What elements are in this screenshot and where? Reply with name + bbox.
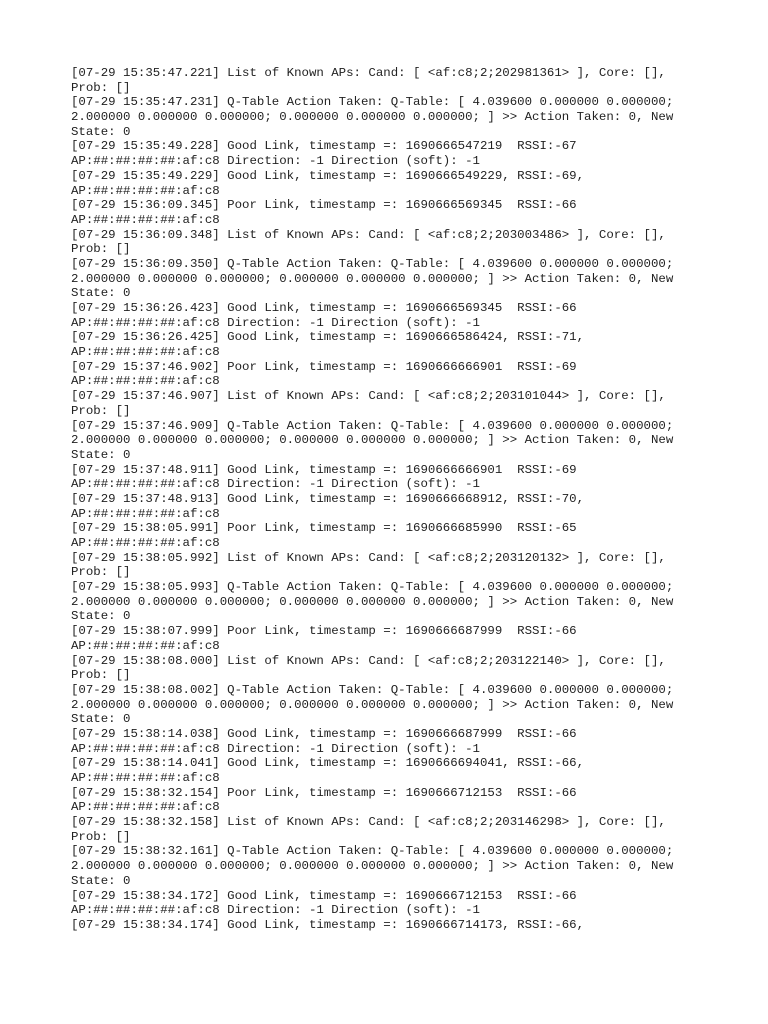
log-line: AP:##:##:##:##:af:c8 bbox=[71, 638, 220, 653]
log-line: [07-29 15:37:46.902] Poor Link, timestamp =: 1690666666901 RSSI:-69 bbox=[71, 359, 577, 374]
log-line: [07-29 15:38:32.161] Q-Table Action Taken: Q-Table: [ 4.039600 0.000000 0.000000; bbox=[71, 844, 674, 859]
log-line: State: 0 bbox=[71, 286, 131, 301]
log-line: AP:##:##:##:##:af:c8 Direction: -1 Direction (soft): -1 bbox=[71, 903, 480, 918]
log-line: [07-29 15:35:47.231] Q-Table Action Taken: Q-Table: [ 4.039600 0.000000 0.000000; bbox=[71, 95, 674, 110]
log-line: AP:##:##:##:##:af:c8 Direction: -1 Direction (soft): -1 bbox=[71, 741, 480, 756]
log-line: AP:##:##:##:##:af:c8 bbox=[71, 345, 220, 360]
log-line: 2.000000 0.000000 0.000000; 0.000000 0.000000 0.000000; ] >> Action Taken: 0, New bbox=[71, 110, 674, 125]
log-line: [07-29 15:38:07.999] Poor Link, timestamp =: 1690666687999 RSSI:-66 bbox=[71, 624, 577, 639]
log-line: [07-29 15:38:34.174] Good Link, timestamp =: 1690666714173, RSSI:-66, bbox=[71, 917, 585, 932]
log-line: [07-29 15:36:09.350] Q-Table Action Taken: Q-Table: [ 4.039600 0.000000 0.000000; bbox=[71, 256, 674, 271]
log-line: 2.000000 0.000000 0.000000; 0.000000 0.000000 0.000000; ] >> Action Taken: 0, New bbox=[71, 859, 674, 874]
log-line: AP:##:##:##:##:af:c8 bbox=[71, 374, 220, 389]
log-line: State: 0 bbox=[71, 447, 131, 462]
log-line: State: 0 bbox=[71, 609, 131, 624]
log-line: AP:##:##:##:##:af:c8 Direction: -1 Direction (soft): -1 bbox=[71, 154, 480, 169]
log-line: [07-29 15:37:48.911] Good Link, timestamp =: 1690666666901 RSSI:-69 bbox=[71, 462, 577, 477]
log-line: AP:##:##:##:##:af:c8 bbox=[71, 771, 220, 785]
log-line: Prob: [] bbox=[71, 668, 131, 683]
log-line: State: 0 bbox=[71, 873, 131, 888]
log-line: [07-29 15:35:47.221] List of Known APs: Cand: [ <af:c8;2;202981361> ], Core: [], bbox=[71, 66, 666, 80]
log-line: [07-29 15:38:05.991] Poor Link, timestamp =: 1690666685990 RSSI:-65 bbox=[71, 521, 577, 536]
log-line: [07-29 15:38:05.993] Q-Table Action Taken: Q-Table: [ 4.039600 0.000000 0.000000; bbox=[71, 580, 674, 595]
log-line: [07-29 15:38:05.992] List of Known APs: Cand: [ <af:c8;2;203120132> ], Core: [], bbox=[71, 550, 666, 565]
log-line: [07-29 15:37:46.907] List of Known APs: Cand: [ <af:c8;2;203101044> ], Core: [], bbox=[71, 389, 666, 404]
log-line: Prob: [] bbox=[71, 80, 131, 95]
log-line: Prob: [] bbox=[71, 403, 131, 418]
log-line: [07-29 15:36:26.423] Good Link, timestamp =: 1690666569345 RSSI:-66 bbox=[71, 301, 577, 315]
log-line: [07-29 15:36:26.425] Good Link, timestamp =: 1690666586424, RSSI:-71, bbox=[71, 330, 585, 345]
log-line: AP:##:##:##:##:af:c8 bbox=[71, 212, 220, 227]
log-line: 2.000000 0.000000 0.000000; 0.000000 0.000000 0.000000; ] >> Action Taken: 0, New bbox=[71, 271, 674, 286]
log-line: [07-29 15:35:49.228] Good Link, timestamp =: 1690666547219 RSSI:-67 bbox=[71, 139, 577, 154]
log-line: [07-29 15:38:14.038] Good Link, timestamp =: 1690666687999 RSSI:-66 bbox=[71, 726, 577, 741]
log-line: [07-29 15:38:08.002] Q-Table Action Taken: Q-Table: [ 4.039600 0.000000 0.000000; bbox=[71, 682, 674, 697]
log-line: AP:##:##:##:##:af:c8 Direction: -1 Direction (soft): -1 bbox=[71, 315, 480, 330]
log-line: AP:##:##:##:##:af:c8 bbox=[71, 506, 220, 521]
log-line: State: 0 bbox=[71, 124, 131, 139]
log-line: [07-29 15:38:32.158] List of Known APs: Cand: [ <af:c8;2;203146298> ], Core: [], bbox=[71, 815, 666, 830]
log-line: [07-29 15:36:09.345] Poor Link, timestamp =: 1690666569345 RSSI:-66 bbox=[71, 198, 577, 213]
log-line: State: 0 bbox=[71, 712, 131, 727]
log-line: [07-29 15:38:34.172] Good Link, timestamp =: 1690666712153 RSSI:-66 bbox=[71, 888, 577, 903]
log-line: [07-29 15:38:32.154] Poor Link, timestamp =: 1690666712153 RSSI:-66 bbox=[71, 785, 577, 800]
log-line: Prob: [] bbox=[71, 829, 131, 844]
log-line: AP:##:##:##:##:af:c8 bbox=[71, 536, 220, 550]
log-line: [07-29 15:36:09.348] List of Known APs: Cand: [ <af:c8;2;203003486> ], Core: [], bbox=[71, 227, 666, 242]
log-line: AP:##:##:##:##:af:c8 bbox=[71, 183, 220, 198]
log-line: 2.000000 0.000000 0.000000; 0.000000 0.000000 0.000000; ] >> Action Taken: 0, New bbox=[71, 594, 674, 609]
log-line: [07-29 15:38:14.041] Good Link, timestamp =: 1690666694041, RSSI:-66, bbox=[71, 756, 585, 771]
log-line: Prob: [] bbox=[71, 565, 131, 580]
log-line: AP:##:##:##:##:af:c8 Direction: -1 Direction (soft): -1 bbox=[71, 477, 480, 492]
log-line: 2.000000 0.000000 0.000000; 0.000000 0.000000 0.000000; ] >> Action Taken: 0, New bbox=[71, 697, 674, 712]
log-line: Prob: [] bbox=[71, 242, 131, 257]
log-line: [07-29 15:37:48.913] Good Link, timestamp =: 1690666668912, RSSI:-70, bbox=[71, 491, 585, 506]
log-text-block bbox=[71, 66, 711, 933]
log-line: [07-29 15:38:08.000] List of Known APs: Cand: [ <af:c8;2;203122140> ], Core: [], bbox=[71, 653, 666, 668]
log-line: [07-29 15:35:49.229] Good Link, timestamp =: 1690666549229, RSSI:-69, bbox=[71, 168, 585, 183]
log-line: [07-29 15:37:46.909] Q-Table Action Taken: Q-Table: [ 4.039600 0.000000 0.000000; bbox=[71, 418, 674, 433]
log-line: 2.000000 0.000000 0.000000; 0.000000 0.000000 0.000000; ] >> Action Taken: 0, New bbox=[71, 433, 674, 448]
log-line: AP:##:##:##:##:af:c8 bbox=[71, 800, 220, 815]
